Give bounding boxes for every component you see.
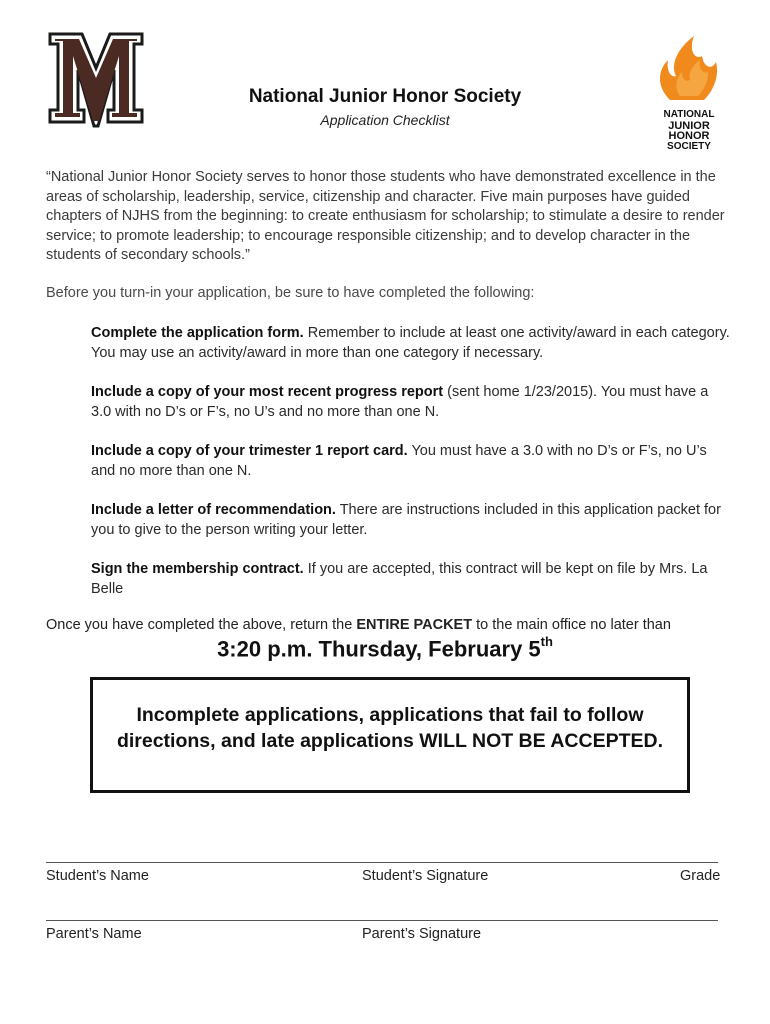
njhs-logo-line-2: JUNIOR: [668, 119, 710, 132]
parent-signature-line[interactable]: [46, 920, 718, 921]
checklist-item-heading: Include a copy of your most recent progress report: [91, 384, 444, 400]
checklist-intro: Before you turn-in your application, be sure to have completed the following:: [46, 285, 535, 301]
return-instructions: [46, 617, 746, 633]
deadline-main: 3:20 p.m. Thursday, February 5: [217, 636, 541, 662]
checklist-item-heading: Complete the application form.: [91, 325, 304, 341]
checklist-item-recommendation: [91, 501, 731, 540]
checklist-item-membership-contract: [91, 560, 731, 599]
parent-name-label: Parent’s Name: [46, 926, 142, 942]
checklist-item-text: You must have a 3.0 with no D’s or F’s, no U’s and no more than one N.: [91, 443, 707, 479]
return-text-bold: ENTIRE PACKET: [356, 617, 473, 633]
checklist-item-text: Remember to include at least one activity/award in each category. You may use an activity/award in more than one category if necessary.: [91, 325, 730, 361]
njhs-logo-line-4: SOCIETY: [667, 140, 711, 152]
deadline: [0, 636, 770, 662]
return-text-after: to the main office no later than: [472, 617, 671, 633]
warning-notice-box: [90, 677, 690, 793]
warning-notice-line-1: Incomplete applications, applications that fail to follow: [136, 704, 644, 726]
checklist-item-heading: Include a copy of your trimester 1 report card.: [91, 443, 408, 459]
parent-signature-label: Parent’s Signature: [362, 926, 482, 942]
njhs-logo-line-1: NATIONAL: [663, 109, 715, 120]
njhs-logo-line-3: HONOR: [668, 130, 710, 142]
page-subtitle: Application Checklist: [320, 112, 450, 128]
warning-notice-text: [93, 702, 687, 754]
student-name-label: Student’s Name: [46, 868, 149, 884]
checklist-item-heading: Include a letter of recommendation.: [91, 502, 336, 518]
warning-notice-line-2: directions, and late applications WILL NOT BE ACCEPTED.: [116, 730, 664, 752]
checklist-item-application-form: [91, 324, 731, 363]
checklist-item-heading: Sign the membership contract.: [91, 561, 304, 577]
checklist-item-text: (sent home 1/23/2015). You must have a 3.0 with no D’s or F’s, no U’s and no more than one N.: [91, 384, 709, 420]
deadline-suffix: th: [540, 634, 553, 649]
student-signature-label: Student’s Signature: [362, 868, 489, 884]
student-signature-line[interactable]: [46, 862, 718, 863]
return-text-before: Once you have completed the above, return the: [46, 617, 357, 633]
page-title: National Junior Honor Society: [248, 86, 522, 107]
checklist-item-progress-report: [91, 383, 731, 422]
njhs-mission-quote: “National Junior Honor Society serves to honor those students who have demonstrated excellence in the areas of scholarship, leadership, service, citizenship and character. Five main purposes have guided chapters of NJHS from the beginning: to create enthusiasm for scholarship; to stimulate a desire to render service; to promote leadership; to encourage responsible citizenship; and to develop character in the students of secondary schools.”: [46, 169, 725, 263]
checklist-item-text: If you are accepted, this contract will be kept on file by Mrs. La Belle: [91, 561, 708, 597]
checklist-item-text: There are instructions included in this application packet for you to give to the person writing your letter.: [91, 502, 721, 538]
grade-label: Grade: [680, 868, 721, 884]
checklist-item-report-card: [91, 442, 731, 481]
